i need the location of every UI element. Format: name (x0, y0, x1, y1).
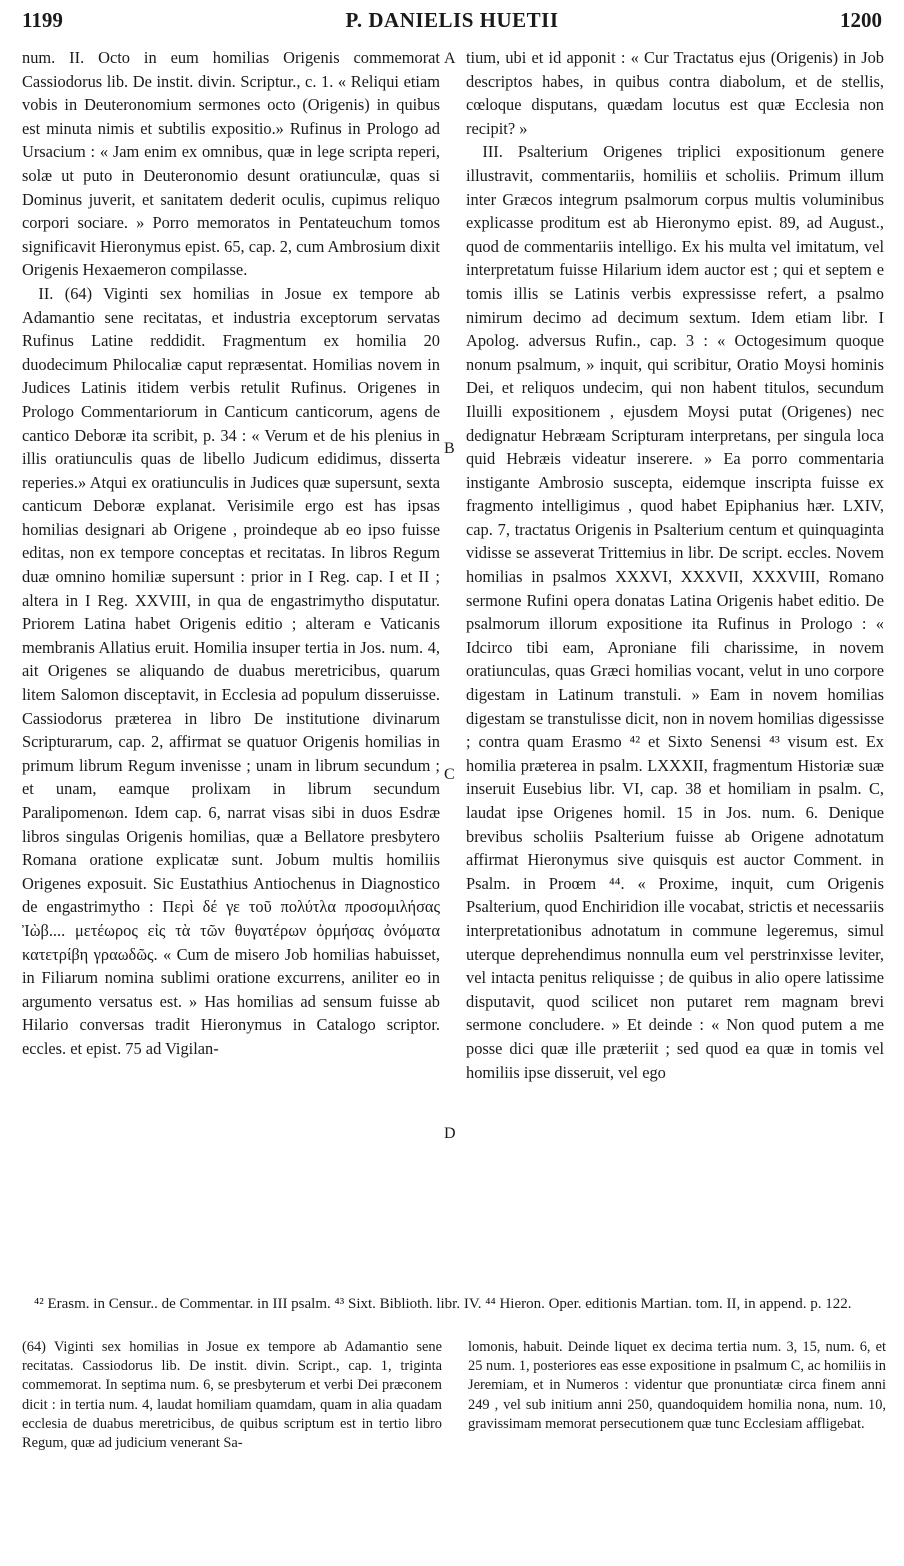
footnote-right (468, 1338, 886, 1434)
running-title: P. DANIELIS HUETII (345, 8, 559, 32)
left-paragraph-1: num. II. Octo in eum homilias Origenis commemorat Cassiodorus lib. De instit. divin. Scriptur., c. 1. « Reliqui etiam vobis in Deuteronomium sermones octo (Origenis) in quibus est minuta nimis et subtilis expositio.» Rufinus in Prologo ad Ursacium : « Jam enim ex omnibus, quæ in lege scripta reperi, solæ ut puto in Deuteronomio desunt oratiunculæ, quas si Dominus juverit, et sanitatem dederit oculis, cupimus reliquo corpori sociare. » Porro memoratos in Pentateuchum tomos significavit Hieronymus epist. 65, cap. 2, cum Ambrosium dixit Origenis Hexaemeron compilasse. (22, 48, 440, 280)
section-marker-a: A (444, 50, 456, 67)
section-marker-d: D (444, 1125, 456, 1142)
page-number-right: 1200 (840, 8, 882, 32)
footnote-right-text: lomonis, habuit. Deinde liquet ex decima tertia num. 3, 15, num. 6, et 25 num. 1, posteriores eas esse expositione in psalmum C, ac homiliis in Jeremiam, et in Numeros : videntur que pronuntiatæ circa finem anni 249 , vel sub initium anni 250, quandoquidem homilia nona, num. 10, gravissimam memorat persecutionem quæ tunc Ecclesiam affligebat. (468, 1339, 886, 1432)
left-paragraph-2: II. (64) Viginti sex homilias in Josue ex tempore ab Adamantio sene recitatas, et industria exceptorum servatas Rufinus Latine reddidit. Fragmentum ex homilia 20 duodecimum Philocaliæ caput repræsentat. Homilias novem in Judices Latinis itidem verbis retulit Rufinus. Origenes in Prologo Commentariorum in Canticum canticorum, agens de cantico Deboræ ita scribit, p. 34 : « Verum et de his plenius in illis oratiunculis quas de libello Judicum edidimus, disserta reperies.» Atqui ex oratiunculis in Judices quæ supersunt, sexta canticum Deboræ explanat. Verisimile ergo est has ipsas homilias designari ab Origene , proindeque ab eo ipso fuisse editas, non ex tempore conceptas et recitatas. In libros Regum duæ omnino homiliæ supersunt : prior in I Reg. cap. I et II ; altera in I Reg. XXVIII, in qua de engastrimytho disputatur. Priorem Latina habet Origenis editio ; alteram e Vaticanis membranis Allatius eruit. Homilia insuper tertia in Jos. num. 4, ait Origenes se aliquando de duabus meretricibus, quarum litem Salomon disceptavit, in Ecclesia ad populum disseruisse. Cassiodorus præterea in libro De institutione divinarum Scripturarum, cap. 2, affirmat se quatuor Origenis homilias in primum librum Regum invenisse ; unam in librum secundum ; et unam, eamque prolixam in librum secundum Paralipomenωn. Idem cap. 6, narrat visas sibi in duos Esdræ libros singulas Origenis homilias, quæ a Bellatore presbytero Romana oratione explicatæ sunt. Jobum multis homiliis Origenes exposuit. Sic Eustathius Antiochenus in Diagnostico de engastrimytho : Περὶ δέ γε τοῦ πολύτλα προσομιλήσας Ἰὼβ.... μετέωρος εἰς τὰ τῶν θυγατέρων ὀρμήσας ὀνόματα κατετρίβη γραωδῶς. « Cum de misero Job homilias habuisset, in Filiarum nomina sublimi oratione excurrens, aniliter eo in argumento versatus est. » Has homilias ad sensum fuisse ab Hilario conversas tradit Hieronymus in Catalogo scriptor. eccles. et epist. 75 ad Vigilan- (22, 283, 440, 1058)
left-column (22, 46, 440, 1061)
section-marker-b: B (444, 440, 455, 457)
right-paragraph-1: tium, ubi et id apponit : « Cur Tractatus ejus (Origenis) in Job descriptos habes, in quibus contra diabolum, et de stellis, cœloque disputans, quædam locutus est quæ Ecclesia non recipit? » (466, 48, 884, 138)
section-marker-c: C (444, 766, 455, 783)
footnotes-top: ⁴² Erasm. in Censur.. de Commentar. in III psalm. ⁴³ Sixt. Biblioth. libr. IV. ⁴⁴ Hieron. Oper. editionis Martian. tom. II, in append. p. 122. (34, 1296, 852, 1312)
page-number-left: 1199 (22, 8, 63, 32)
footnote-left-text: (64) Viginti sex homilias in Josue ex tempore ab Adamantio sene recitatas. Cassiodorus lib. De instit. divin. Script., cap. 1, triginta commemorat. In septima num. 6, se presbyterum et verbi Dei præconem dicit : in tertia num. 4, laudat homiliam quamdam, quam in alia quadam ecclesia de duabus meretricibus, de quibus scriptum est in tertio libro Regum, quæ ad judicium venerant Sa- (22, 1339, 442, 1452)
page-header (22, 8, 882, 38)
footnote-left (22, 1338, 442, 1453)
right-paragraph-2: III. Psalterium Origenes triplici expositionum genere illustravit, commentariis, homiliis et scholiis. Primum illum inter Græcos integrum psalmorum corpus multis voluminibus explicasse proditum est ab Hieronymo epist. 89, ad August., quod de commentariis intelligo. Ex his multa vel imitatum, vel interpretatum fuisse Hilarium idem auctor est ; qui et septem e tomis illis se Latinis verbis expressisse refert, a psalmo nimirum decimo ad decimum sextum. Idem etiam libr. I Apolog. adversus Rufin., cap. 3 : « Octogesimum quoque nonum psalmum, » inquit, qui scribitur, Oratio Moysi hominis Dei, et reliquos undecim, qui non habent titulos, secundum Iluilli expositionem , ejusdem Moysi putat (Origenes) nec dedignatur Hebræam Scripturam interpretans, per singula loca quid Hebræis videatur inserere. » Ea porro commentaria instigante Ambrosio suscepta, eidemque inscripta fuisse ex fragmento intelligimus , quod habet Epiphanius hær. LXIV, cap. 7, tractatus Origenis in Psalterium centum et quinquaginta vidisse se asseverat Trittemius in libr. De script. eccles. Novem homilias in psalmos XXXVI, XXXVII, XXXVIII, Romano sermone Rufini opera donatas Latina Origenis habet editio. De psalmorum illorum expositione ita Rufinus in Prologo : « Idcirco tibi eam, Aproniane fili charissime, in novem oratiunculas, quas Græci homilias vocant, velut in uno corpore digestam in Latinum transtuli. » Eam in novem homilias digestam se transtulisse dicit, non in novem homilias digessisse ; contra quam Erasmo ⁴² et Sixto Senensi ⁴³ visum est. Ex homilia præterea in psalm. LXXXII, fragmentum Historiæ suæ inseruit Eusebius libr. VI, cap. 38 et homiliam in psalm. C, laudat ipse Origenes homil. 15 in Jos. num. 6. Denique brevibus scholiis Psalterium fuisse ab Origene adnotatum affirmat Hieronymus sive quisquis est auctor Comment. in Psalm. in Proœm ⁴⁴. « Proxime, inquit, cum Origenis Psalterium, quod Enchiridion ille vocabat, strictis et necessariis interpretationibus adnotatum in commune legeremus, simul uterque deprehendimus nonnulla eum vel perstrinxisse leviter, vel intacta penitus reliquisse ; de quibus in alio opere latissime disputavit, quod scilicet non putaret rem magnam brevi sermone concludere. » Et deinde : « Non quod putem a me posse dici quæ ille præteriit ; sed quod ea quæ in tomis vel homiliis ipse disseruit, vel ego (466, 142, 884, 1082)
right-column (466, 46, 884, 1084)
